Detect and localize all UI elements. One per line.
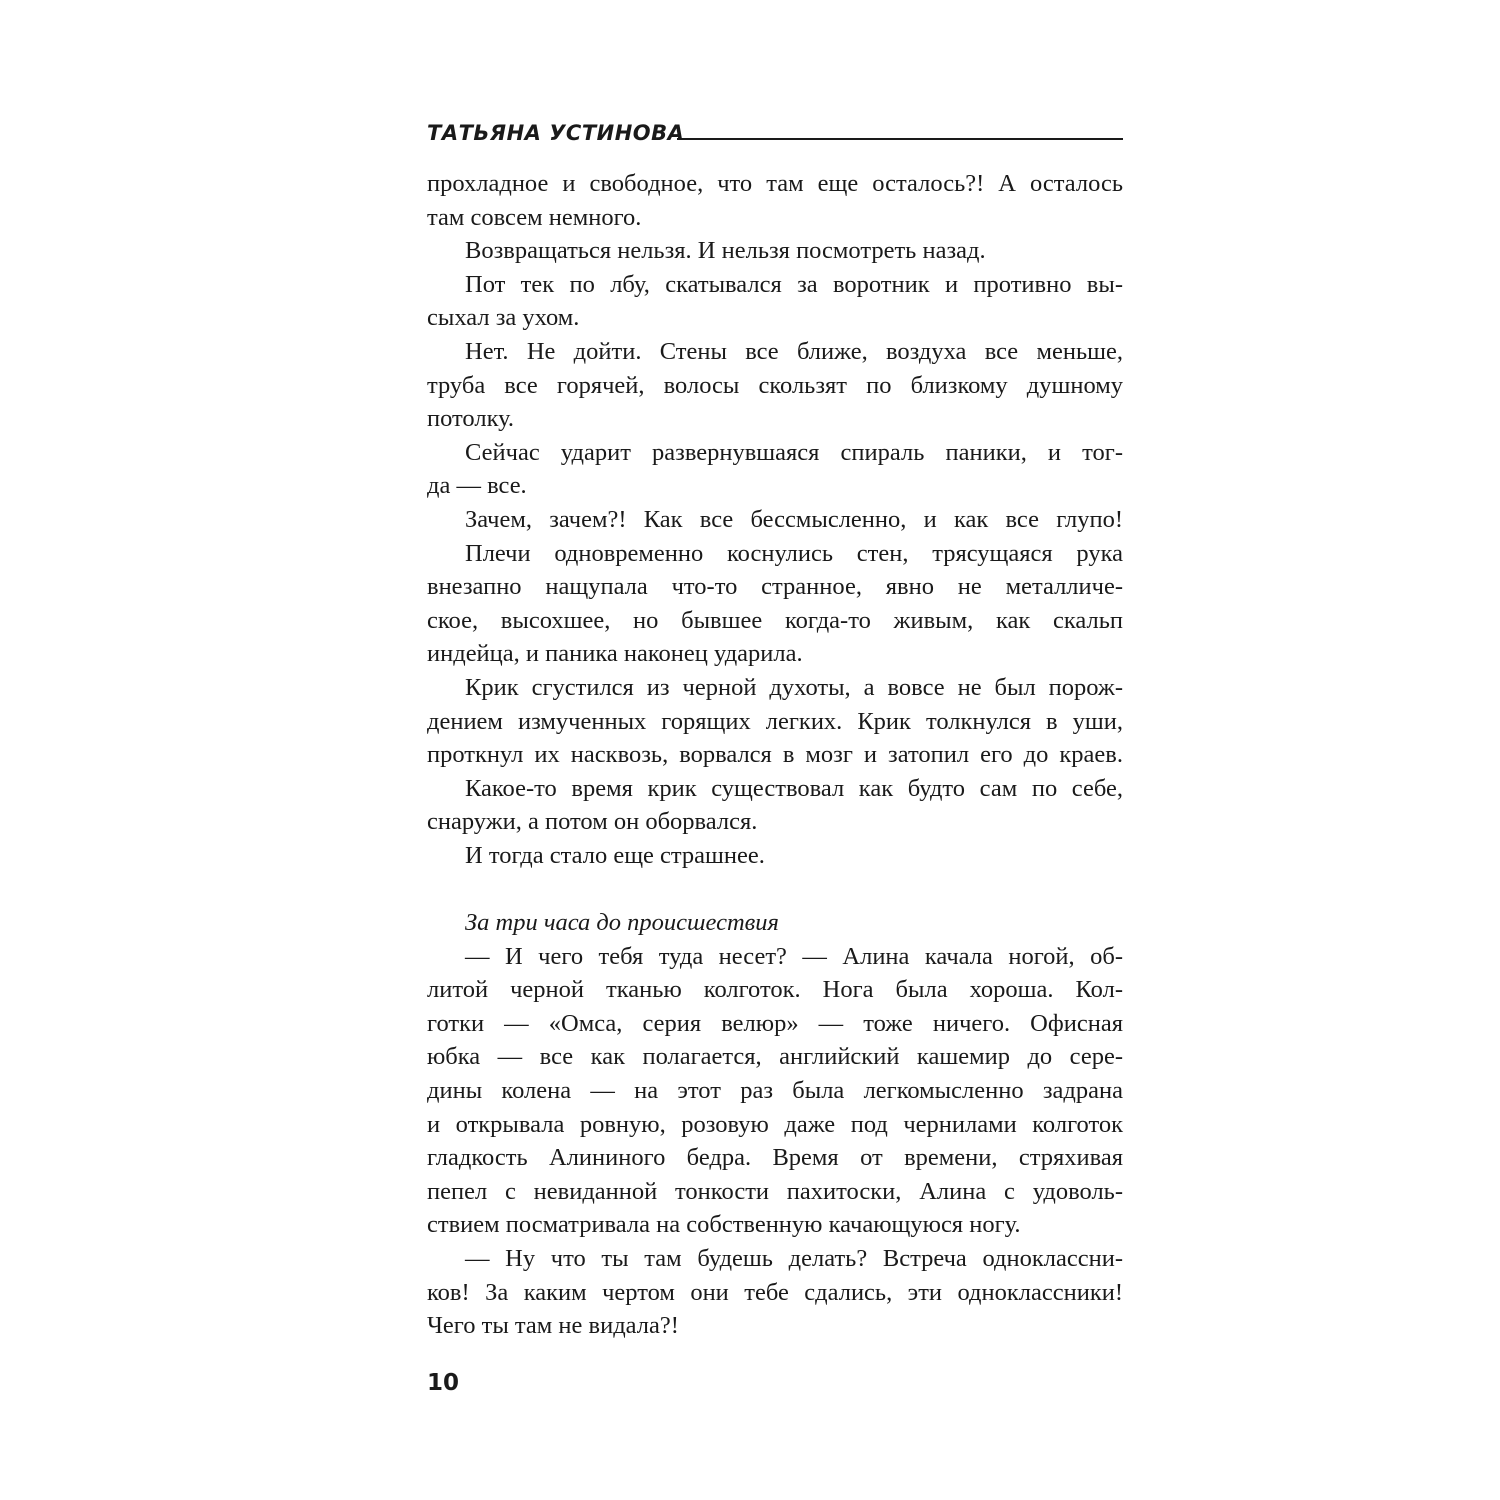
text-line: сыхал за ухом. <box>427 304 580 332</box>
text-line: И тогда стало еще страшнее. <box>465 841 765 869</box>
text-line: Плечи одновременно коснулись стен, трясущаяся рука <box>465 539 1123 567</box>
text-line: пепел с невиданной тонкости пахитоски, Алина с удоволь- <box>427 1177 1123 1205</box>
text-line: литой черной тканью колготок. Нога была хороша. Кол- <box>427 976 1123 1004</box>
text-line: ствием посматривала на собственную качающуюся ногу. <box>427 1211 1021 1239</box>
text-line: ское, высохшее, но бывшее когда-то живым, как скальп <box>427 606 1123 634</box>
running-head <box>427 118 1123 148</box>
page-number: 10 <box>427 1370 460 1396</box>
text-line: дением измученных горящих легких. Крик толкнулся в уши, <box>427 707 1123 735</box>
text-line: Пот тек по лбу, скатывался за воротник и противно вы- <box>465 270 1123 298</box>
body-text <box>427 167 1123 1343</box>
text-line: Чего ты там не видала?! <box>427 1312 679 1340</box>
text-line: ков! За каким чертом они тебе сдались, эти одноклассники! <box>427 1278 1123 1306</box>
text-line: гладкость Алининого бедра. Время от времени, стряхивая <box>427 1144 1123 1172</box>
section-heading: За три часа до происшествия <box>465 909 779 937</box>
text-line: готки — «Омса, серия велюр» — тоже ничего. Офисная <box>427 1009 1123 1037</box>
text-line: Нет. Не дойти. Стены все ближе, воздуха все меньше, <box>465 337 1123 365</box>
text-line: внезапно нащупала что-то странное, явно не металличе- <box>427 573 1123 601</box>
text-line: Возвращаться нельзя. И нельзя посмотреть назад. <box>465 237 986 265</box>
text-line: Какое-то время крик существовал как будто сам по себе, <box>465 774 1123 802</box>
text-line: — Ну что ты там будешь делать? Встреча одноклассни- <box>465 1245 1123 1272</box>
text-line: труба все горячей, волосы скользят по близкому душному <box>427 371 1123 399</box>
text-line: Сейчас ударит развернувшаяся спираль паники, и тог- <box>465 438 1123 466</box>
text-line: дины колена — на этот раз была легкомысленно задрана <box>427 1077 1123 1105</box>
text-line: юбка — все как полагается, английский кашемир до сере- <box>427 1043 1123 1071</box>
header-rule <box>677 138 1123 140</box>
text-line: снаружи, а потом он оборвался. <box>427 808 758 836</box>
text-line: проткнул их насквозь, ворвался в мозг и затопил его до краев. <box>427 741 1123 769</box>
text-line: там совсем немного. <box>427 203 642 231</box>
text-line: прохладное и свободное, что там еще осталось?! А осталось <box>427 170 1123 197</box>
text-line: Зачем, зачем?! Как все бессмысленно, и как все глупо! <box>465 505 1123 533</box>
text-line: Крик сгустился из черной духоты, а вовсе не был порож- <box>465 673 1123 701</box>
text-line: да — все. <box>427 472 527 500</box>
blank-line <box>427 872 1123 906</box>
text-line: и открывала ровную, розовую даже под чернилами колготок <box>427 1110 1123 1138</box>
text-line: потолку. <box>427 405 515 433</box>
text-line: индейца, и паника наконец ударила. <box>427 640 803 668</box>
author-name: ТАТЬЯНА УСТИНОВА <box>427 121 685 145</box>
text-line: — И чего тебя туда несет? — Алина качала ногой, об- <box>465 942 1123 970</box>
